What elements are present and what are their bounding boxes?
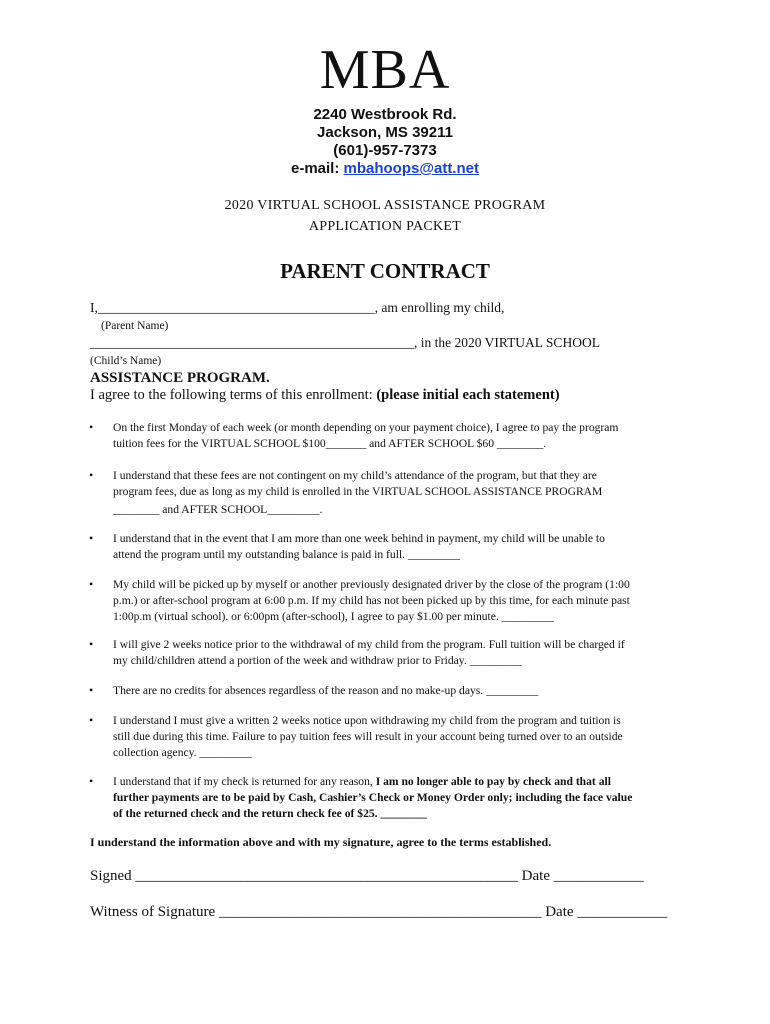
term-2	[113, 468, 683, 518]
bullet: •	[89, 531, 94, 545]
bullet: •	[89, 637, 94, 651]
term-line: I understand that in the event that I am more than one week behind in payment, my child will be unable to	[113, 532, 605, 545]
term-line: 1:00p.m (virtual school). or 6:00pm (after-school), I agree to pay $1.00 per minute. _________	[113, 610, 554, 623]
phone: (601)-957-7373	[333, 142, 437, 159]
term-line: There are no credits for absences regardless of the reason and no make-up days. _________	[113, 684, 539, 697]
term-line: program fees, due as long as my child is enrolled in the VIRTUAL SCHOOL ASSISTANCE PROGRAM	[113, 485, 603, 498]
signed-label: Signed	[90, 868, 132, 884]
signature-field[interactable]: ___________________________________________________	[135, 868, 518, 884]
term-line: attend the program until my outstanding balance is paid in full. _________	[113, 548, 461, 561]
term-6	[113, 683, 683, 699]
term-line: I understand that these fees are not contingent on my child’s attendance of the program, but that they are	[113, 469, 597, 482]
term-3	[113, 531, 683, 563]
agree-text: I agree to the following terms of this enrollment:	[90, 387, 377, 403]
witness-row	[90, 903, 667, 921]
term-5	[113, 637, 683, 669]
term-line: collection agency. _________	[113, 746, 252, 759]
address-line-2: Jackson, MS 39211	[317, 124, 453, 141]
program-name: ASSISTANCE PROGRAM.	[90, 370, 270, 386]
witness-signature-field[interactable]: ___________________________________________	[218, 904, 542, 920]
bullet: •	[89, 577, 94, 591]
term-line: further payments are to be paid by Cash, Cashier’s Check or Money Order only; including the face value	[113, 791, 633, 804]
term-line: I will give 2 weeks notice prior to the withdrawal of my child from the program. Full tuition will be charged if	[113, 638, 625, 651]
bullet: •	[89, 468, 94, 482]
program-title: 2020 VIRTUAL SCHOOL ASSISTANCE PROGRAM	[224, 198, 546, 213]
parent-name-caption: (Parent Name)	[101, 320, 169, 332]
term-line: My child will be picked up by myself or another previously designated driver by the close of the program (1:00	[113, 578, 630, 591]
agree-statement	[90, 387, 560, 403]
parent-enroll-line: I,_________________________________________, am enrolling my child,	[90, 300, 505, 315]
signed-row	[90, 867, 644, 885]
witness-date-label: Date	[545, 904, 574, 920]
email-label: e-mail:	[291, 160, 344, 177]
term-7	[113, 713, 683, 761]
witness-date-field[interactable]: ____________	[577, 904, 668, 920]
check-term-bold: I am no longer able to pay by check and that all	[375, 775, 611, 788]
term-line: ________ and AFTER SCHOOL_________.	[113, 503, 323, 516]
bullet: •	[89, 683, 94, 697]
page-title: PARENT CONTRACT	[280, 259, 490, 283]
term-line	[113, 774, 683, 790]
child-enroll-line: ________________________________________________, in the 2020 VIRTUAL SCHOOL	[90, 335, 600, 350]
date-field[interactable]: ____________	[553, 868, 644, 884]
term-1	[113, 420, 683, 452]
agree-instruction: (please initial each statement)	[376, 387, 560, 403]
child-name-caption: (Child’s Name)	[90, 355, 162, 367]
check-term-normal: I understand that if my check is returned for any reason,	[113, 775, 376, 788]
term-returned-check	[113, 774, 683, 822]
witness-label: Witness of Signature	[90, 904, 216, 920]
closing-statement: I understand the information above and with my signature, agree to the terms established.	[90, 835, 552, 849]
term-line: my child/children attend a portion of the week and withdraw prior to Friday. _________	[113, 654, 522, 667]
address-line-1: 2240 Westbrook Rd.	[313, 106, 457, 123]
email-link[interactable]: mbahoops@att.net	[343, 160, 479, 177]
logo: MBA	[319, 39, 451, 101]
packet-title: APPLICATION PACKET	[308, 219, 462, 234]
term-line: of the returned check and the return check fee of $25. ________	[113, 807, 427, 820]
term-line: On the first Monday of each week (or month depending on your payment choice), I agree to pay the program	[113, 421, 619, 434]
bullet: •	[89, 774, 94, 788]
term-line: tuition fees for the VIRTUAL SCHOOL $100_______ and AFTER SCHOOL $60 ________.	[113, 437, 547, 450]
term-line: I understand I must give a written 2 weeks notice upon withdrawing my child from the program and tuition is	[113, 714, 621, 727]
term-line: p.m.) or after-school program at 6:00 p.m. If my child has not been picked up by this time, for each minute past	[113, 594, 630, 607]
term-line: still due during this time. Failure to pay tuition fees will result in your account being turned over to an outside	[113, 730, 623, 743]
bullet: •	[89, 713, 94, 727]
term-4	[113, 577, 683, 625]
date-label: Date	[521, 868, 550, 884]
email-line	[0, 160, 770, 178]
bullet: •	[89, 420, 94, 434]
